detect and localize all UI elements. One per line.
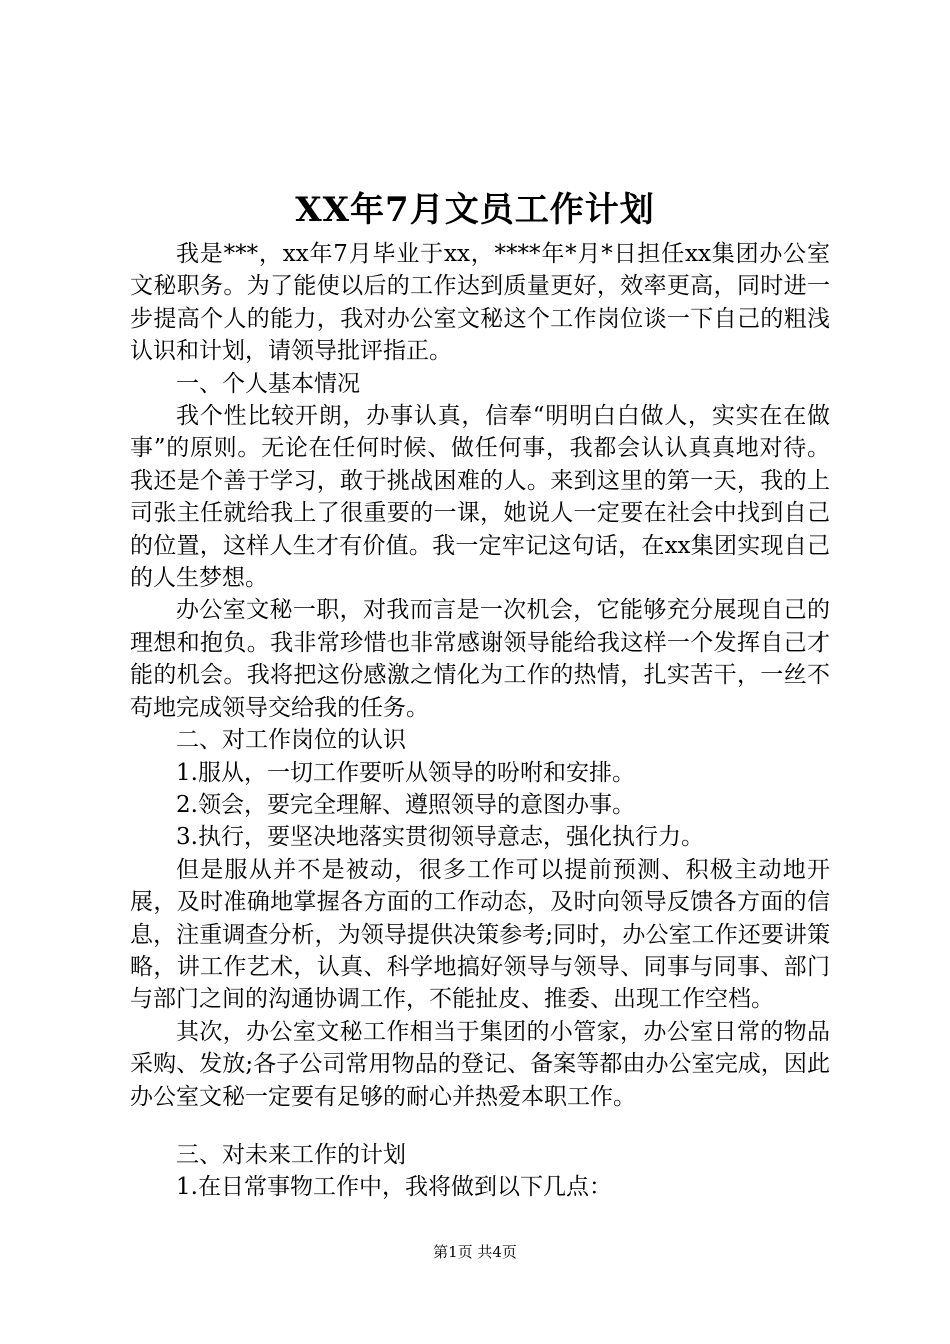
section-heading-2: 二、对工作岗位的认识 (176, 727, 406, 754)
section-heading-3: 三、对未来工作的计划 (176, 1141, 406, 1168)
list-item-execute: 3.执行，要坚决地落实贯彻领导意志，强化执行力。 (176, 824, 704, 851)
section-heading-1: 一、个人基本情况 (176, 370, 360, 397)
document-title: XX年7月文员工作计划 (295, 190, 655, 230)
paragraph-personal: 我个性比较开朗，办事认真，信奉“明明白白做人，实实在在做事”的原则。无论在任何时候、做任何事，我都会认认真真地对待。我还是个善于学习，敢于挑战困难的人。来到这里的第一天，我的上司张主任就给我上了很重要的一课，她说人一定要在社会中找到自己的位置，这样人生才有价值。我一定牢记这句话，在xx集团实现自己的人生梦想。 (130, 403, 830, 592)
paragraph-opportunity: 办公室文秘一职，对我而言是一次机会，它能够充分展现自己的理想和抱负。我非常珍惜也非常感谢领导能给我这样一个发挥自己才能的机会。我将把这份感激之情化为工作的热情，扎实苦干，一丝不苟地完成领导交给我的任务。 (130, 597, 830, 721)
page-footer: 第1页 共4页 (433, 1243, 517, 1261)
list-item-obey: 1.服从，一切工作要听从领导的吩咐和安排。 (176, 759, 635, 786)
document-body (130, 238, 830, 1204)
paragraph-housekeeper: 其次，办公室文秘工作相当于集团的小管家，办公室日常的物品采购、发放;各子公司常用物品的登记、备案等都由办公室完成，因此办公室文秘一定要有足够的耐心并热爱本职工作。 (130, 1018, 830, 1110)
paragraph-intro: 我是***，xx年7月毕业于xx，****年*月*日担任xx集团办公室文秘职务。为了能使以后的工作达到质量更好，效率更高，同时进一步提高个人的能力，我对办公室文秘这个工作岗位谈一下自己的粗浅认识和计划，请领导批评指正。 (130, 241, 830, 365)
paragraph-initiative: 但是服从并不是被动，很多工作可以提前预测、积极主动地开展，及时准确地掌握各方面的工作动态，及时向领导反馈各方面的信息，注重调查分析，为领导提供决策参考;同时，办公室工作还要讲策略，讲工作艺术，认真、科学地搞好领导与领导、同事与同事、部门与部门之间的沟通协调工作，不能扯皮、推委、出现工作空档。 (130, 856, 830, 1013)
list-item-daily-work: 1.在日常事物工作中，我将做到以下几点： (176, 1174, 612, 1201)
list-item-understand: 2.领会，要完全理解、遵照领导的意图办事。 (176, 791, 635, 818)
paragraph-gap (130, 1113, 830, 1139)
